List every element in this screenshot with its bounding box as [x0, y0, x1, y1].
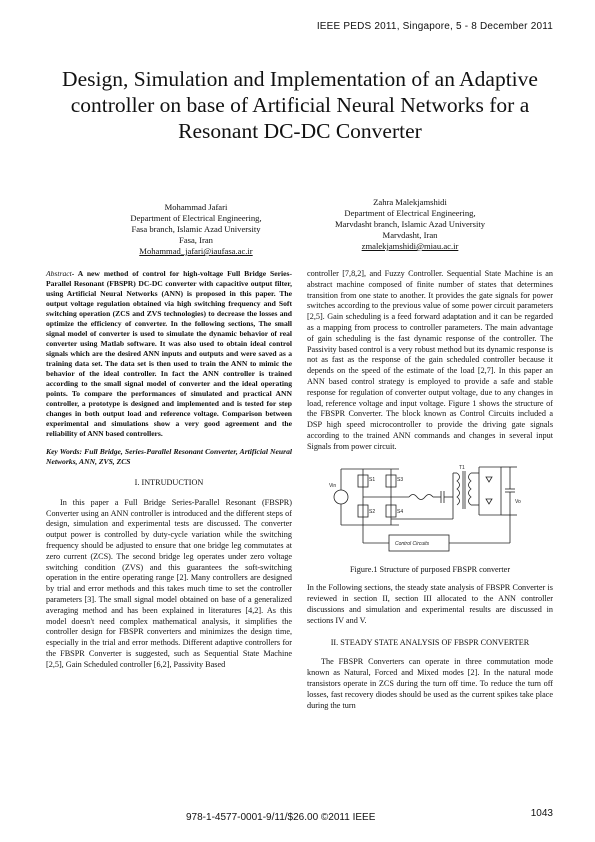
abstract-label: Abstract: [46, 269, 72, 278]
label-s3: S3: [397, 476, 404, 483]
left-column: [46, 269, 292, 671]
input-source-symbol: [334, 490, 348, 504]
label-vo: Vo: [515, 498, 521, 505]
converter-schematic: [329, 459, 529, 563]
steady-state-paragraph: The FBSPR Converters can operate in three commutation mode known as Natural, Forced and Mixed modes [2]. In the natural mode transistors operate in ZCS during the turn off time. To reduce the turn off losses, fast recovery diodes should be used as the current spikes take place during the turn: [307, 657, 553, 710]
author-block-2: [310, 197, 510, 252]
keywords-label: Key Words:: [46, 447, 83, 456]
author-department: Department of Electrical Engineering,: [344, 208, 476, 218]
author-name: Zahra Malekjamshidi: [373, 197, 447, 207]
author-name: Mohammad Jafari: [164, 202, 228, 212]
transformer-primary: [457, 473, 460, 505]
conference-header: IEEE PEDS 2011, Singapore, 5 - 8 December 2011: [316, 21, 553, 32]
section-heading-steady-state: II. STEADY STATE ANALYSIS OF FBSPR CONVERTER: [330, 637, 530, 647]
abstract-text: - A new method of control for high-voltage Full Bridge Series-Parallel Resonant (FBSPR) DC-DC converter with capacitive output filter, using Artificial Neural Networks (ANN) is proposed in this paper. The output voltage regulation obtained via high switching frequency and Soft switching operation (ZCS and ZVS technologies) to decrease the losses and optimize the efficiency of converter. In the following sections, The small signal model of converter is used to simulate the dynamic behavior of real converter using Matlab software. It was also used to obtain ideal control signals which are the desired ANN inputs and outputs and were saved as a training data set. The data set is then used to train the ANN to mimic the behavior of the ideal controller. In fact the ANN controller is trained according to the small signal model of converter and the ideal operating points. To compare the performances of simulated and practical ANN controller, a prototype is designed and implemented and is tested for step changes in both output load and reference voltage. Comparison between experimental and simulations show a very good agreement and the reliability of ANN based controllers.: [46, 269, 292, 438]
author-department: Department of Electrical Engineering,: [130, 213, 262, 223]
label-vin: Vin: [329, 482, 337, 489]
page-number: 1043: [530, 808, 553, 819]
author-institution: Fasa branch, Islamic Azad University: [131, 224, 261, 234]
label-t1: T1: [459, 464, 465, 471]
section-heading-introduction: I. INTRUDUCTION: [134, 478, 204, 487]
keywords: [46, 447, 292, 467]
author-email[interactable]: Mohammad_jafari@iaufasa.ac.ir: [139, 246, 253, 256]
resonant-inductor: [409, 494, 433, 499]
author-block-1: [96, 202, 296, 257]
label-s2: S2: [369, 508, 376, 515]
figure-1: [307, 459, 553, 563]
author-email[interactable]: zmalekjamshidi@miau.ac.ir: [361, 241, 459, 251]
label-s4: S4: [397, 508, 404, 515]
transformer-secondary: [469, 473, 472, 505]
figure-caption: Figure.1 Structure of purposed FBSPR converter: [349, 564, 511, 574]
copyright-footer: 978-1-4577-0001-9/11/$26.00 ©2011 IEEE: [186, 812, 376, 823]
sections-overview-paragraph: In the Following sections, the steady state analysis of FBSPR Converter is reviewed in section II, section III allocated to the ANN controller discussions and simulation and experimental results are discussed in sections IV and V.: [307, 583, 553, 625]
abstract: [46, 269, 292, 439]
paper-title: Design, Simulation and Implementation of an Adaptive controller on base of Artificial Neural Networks for a Resonant DC-DC Converter: [62, 67, 538, 143]
author-institution: Marvdasht branch, Islamic Azad University: [334, 219, 486, 229]
intro-paragraph-continued: controller [7,8,2], and Fuzzy Controller. Sequential State Machine is an abstract machine composed of finite number of states that determines transition from one state to another. It provides the gate signals for power switches according to the previous value of some power circuit parameters [2,5]. Gain scheduling is a feed forward adaptation and it can be regarded as a mapping from process to controller parameters. The main advantage of gain scheduling is the fast dynamic response of the controller. The Passivity based control is a very robust method but its dynamic response is not as fast as the response of the gain scheduled controller because it depends on the speed of the estimate of the load [2,7]. In this paper an ANN based control strategy is employed to provide a safe and stable response for regulation of converter output voltage, due to any changes in load, reference voltage and input voltage. Figure 1 shows the structure of the FBSPR Converter. The block known as Control Circuits included a DSP high speed microcontroller to provide the driving gate signals according to the trained ANN commands and changes in several input Signals from power circuit.: [307, 269, 553, 451]
rectifier-diode: [486, 499, 492, 504]
author-city: Fasa, Iran: [179, 235, 213, 245]
rectifier-diode: [486, 477, 492, 482]
right-column: [307, 269, 553, 711]
intro-paragraph: In this paper a Full Bridge Series-Parallel Resonant (FBSPR) Converter using an ANN controller is introduced and the different steps of design, simulation and experimental tests are discussed. The converter output power is controlled by duty-cycle variation while the switching frequency should be adjusted to ensure that one bridge leg commutates at zero current (ZCS). The second bridge leg operates under zero voltage switching condition (ZVS) and this guarantees the soft-switching operation in the entire operating range [2]. Many controllers are designed by trial and error methods and this takes much time to set the controller parameters [3]. The small signal model obtained on base of a generalized averaging method and has been explained in literatures [4,2]. As this model doesn't need complex mathematical analysis, it simplifies the controller design for FBSPR converters and minimizes the design time, especially in the trial and error methods. Different adaptive controllers for the FBSPR Converter is suggested, such as Sequential State Machine [2,5], Gain Scheduled controller [6,2], Passivity Based: [46, 497, 292, 669]
keywords-text: Full Bridge, Series-Parallel Resonant Converter, Artificial Neural Networks, ANN, ZVS, ZCS: [46, 447, 292, 466]
label-s1: S1: [369, 476, 376, 483]
control-circuits-label: Control Circuits: [395, 540, 430, 547]
author-city: Marvdasht, Iran: [382, 230, 438, 240]
